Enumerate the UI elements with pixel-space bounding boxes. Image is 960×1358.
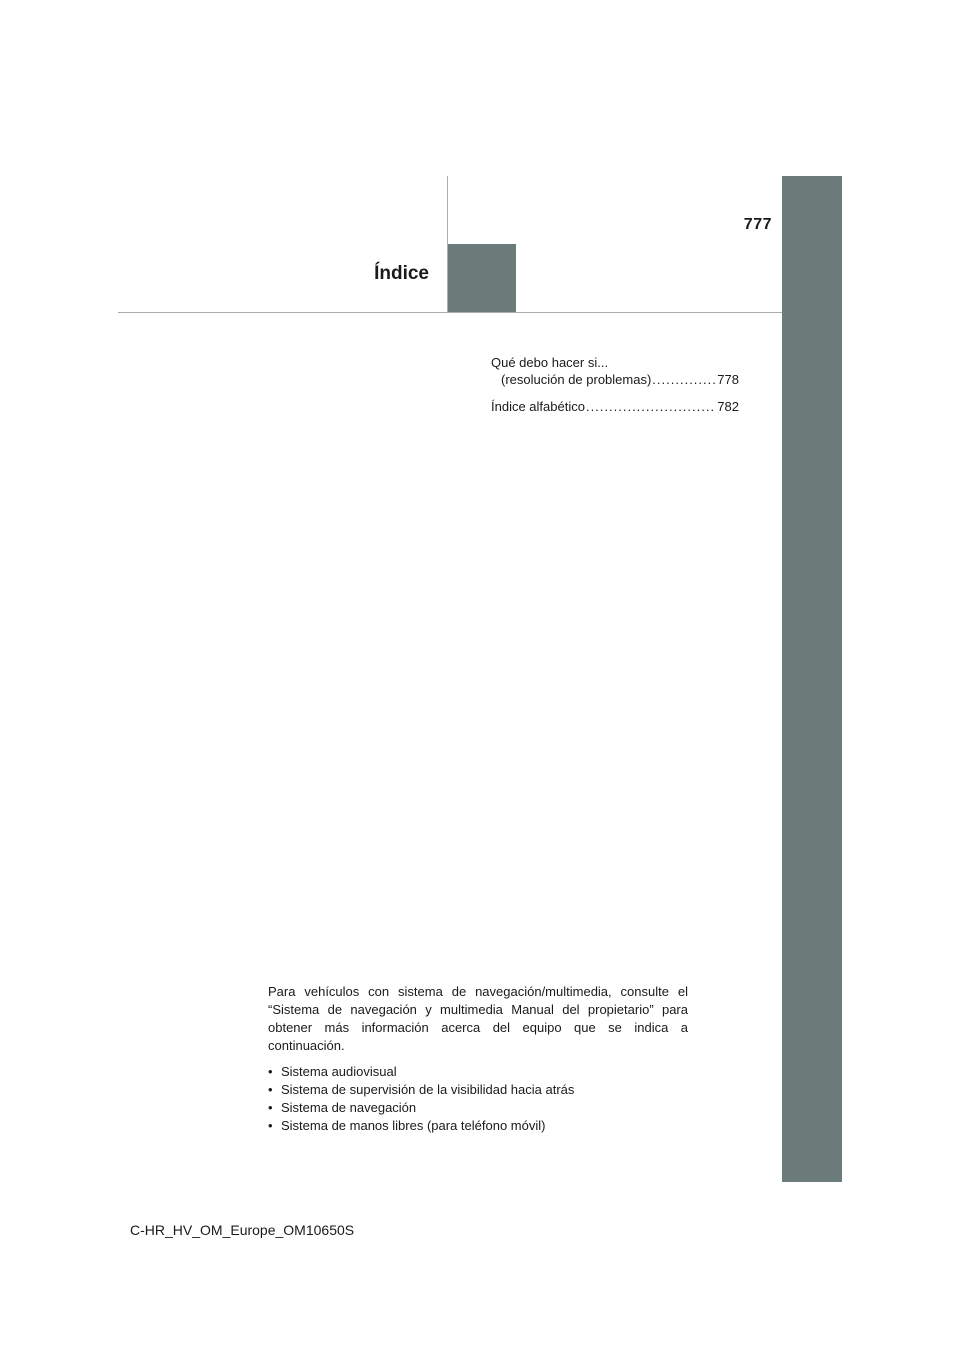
bullet-list bbox=[268, 1063, 688, 1135]
toc-entry-alphabetical-index[interactable] bbox=[491, 398, 739, 415]
page-number: 777 bbox=[743, 216, 772, 233]
bullet-item: • Sistema audiovisual bbox=[268, 1063, 688, 1081]
navigation-system-note bbox=[268, 983, 688, 1135]
toc-entry-title bbox=[491, 354, 739, 371]
document-code-footer: C-HR_HV_OM_Europe_OM10650S bbox=[130, 1222, 355, 1238]
section-tab-marker bbox=[448, 244, 516, 313]
bullet-item: • Sistema de supervisión de la visibilidad hacia atrás bbox=[268, 1081, 688, 1099]
toc-entry-troubleshooting[interactable] bbox=[491, 354, 739, 388]
toc-page-number: 782 bbox=[717, 399, 739, 414]
toc-dot-leader bbox=[652, 371, 716, 388]
note-paragraph: Para vehículos con sistema de navegación/multimedia, consulte el “Sistema de navegación y multimedia Manual del propietario” para obtener más información acerca del equipo que se indica a continuación. bbox=[268, 984, 688, 1053]
table-of-contents bbox=[491, 354, 739, 415]
toc-entry-subtitle: (resolución de problemas) bbox=[501, 372, 652, 387]
bullet-item: • Sistema de navegación bbox=[268, 1099, 688, 1117]
toc-entry-line bbox=[491, 398, 739, 415]
bullet-item: • Sistema de manos libres (para teléfono móvil) bbox=[268, 1117, 688, 1135]
toc-entry-label: Qué debo hacer si... bbox=[491, 355, 609, 370]
toc-entry-subtitle-line bbox=[491, 371, 739, 388]
toc-page-number: 778 bbox=[717, 372, 739, 387]
toc-dot-leader bbox=[586, 398, 716, 415]
header-horizontal-rule bbox=[118, 312, 782, 313]
toc-entry-label: Índice alfabético bbox=[491, 399, 585, 414]
side-tab-bar bbox=[782, 176, 842, 1182]
section-title: Índice bbox=[374, 263, 429, 284]
